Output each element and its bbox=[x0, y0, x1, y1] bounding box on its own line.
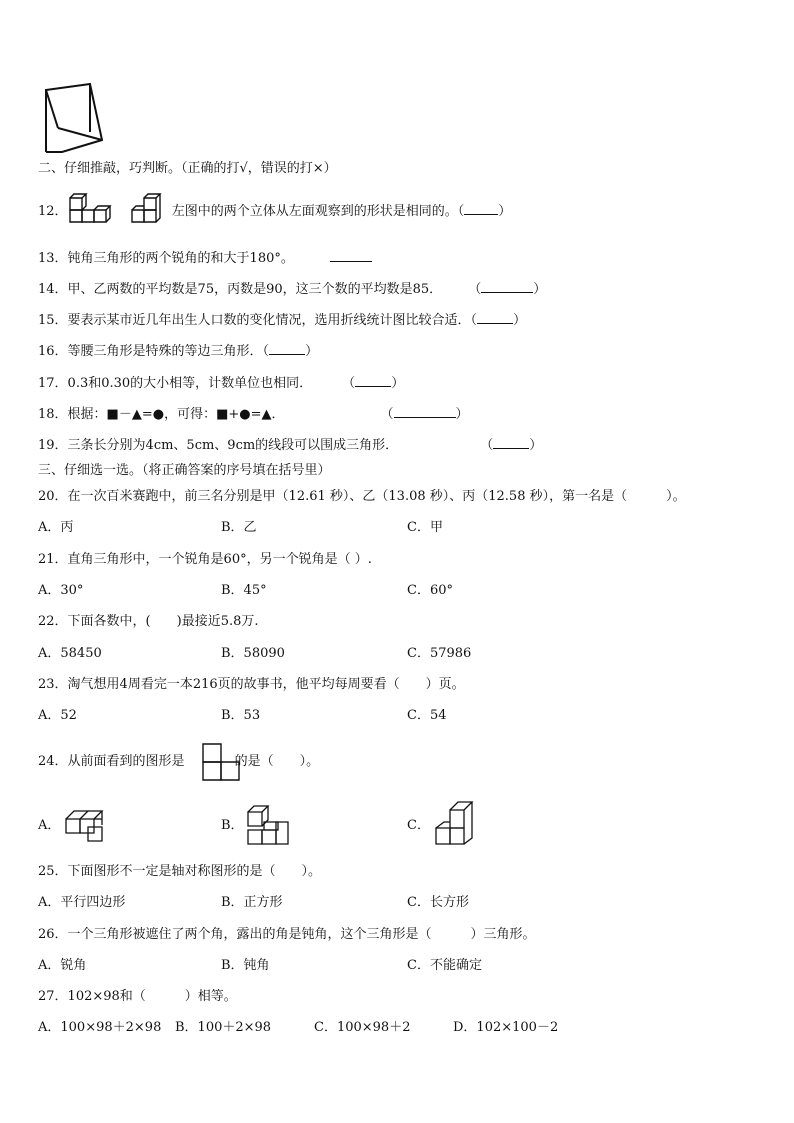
question-27 bbox=[38, 988, 237, 1006]
option-b[interactable]: B．乙 bbox=[221, 520, 257, 535]
question-number: 18． bbox=[38, 407, 68, 422]
question-13 bbox=[38, 250, 372, 268]
option-a[interactable]: A．丙 bbox=[38, 520, 74, 535]
question-number: 12． bbox=[38, 204, 68, 219]
question-21 bbox=[38, 551, 372, 569]
answer-blank[interactable] bbox=[481, 292, 533, 293]
question-text: 三条长分别为4cm、5cm、9cm的线段可以围成三角形． bbox=[67, 438, 399, 453]
answer-blank[interactable] bbox=[355, 386, 391, 387]
question-number: 15． bbox=[38, 313, 68, 328]
option-a-cubes-figure bbox=[64, 805, 108, 843]
question-16 bbox=[38, 343, 318, 361]
option-c[interactable]: C．54 bbox=[407, 708, 447, 723]
question-text-after: 的是（ ）。 bbox=[234, 754, 320, 769]
option-a[interactable]: A．52 bbox=[38, 708, 77, 723]
question-number: 25． bbox=[38, 864, 68, 879]
question-23 bbox=[38, 676, 465, 694]
front-view-figure bbox=[201, 742, 241, 782]
question-number: 23． bbox=[38, 677, 68, 692]
question-text: 一个三角形被遮住了两个角，露出的角是钝角，这个三角形是（ ）三角形。 bbox=[67, 927, 536, 942]
option-a[interactable]: A．锐角 bbox=[38, 958, 87, 973]
option-d[interactable]: D．102×100－2 bbox=[453, 1020, 559, 1035]
option-b[interactable]: B．53 bbox=[221, 708, 261, 723]
question-text: 从前面看到的图形是 bbox=[67, 754, 185, 769]
paren-open: （ bbox=[380, 407, 394, 422]
question-15 bbox=[38, 312, 526, 330]
question-text: 要表示某市近几年出生人口数的变化情况，选用折线统计图比较合适．（ bbox=[67, 313, 478, 328]
question-number: 14． bbox=[38, 282, 68, 297]
question-text: 0.3和0.30的大小相等，计数单位也相同． bbox=[67, 376, 313, 391]
question-22 bbox=[38, 613, 259, 631]
paren-close: ） bbox=[391, 376, 405, 391]
option-c[interactable]: C．长方形 bbox=[407, 895, 469, 910]
option-a[interactable]: A．58450 bbox=[38, 646, 102, 661]
paren-close: ） bbox=[305, 344, 319, 359]
paren-close: ） bbox=[498, 204, 512, 219]
question-text: 左图中的两个立体从左面观察到的形状是相同的。（ bbox=[171, 204, 465, 219]
option-b[interactable]: B． bbox=[221, 818, 244, 833]
question-text: 102×98和（ ）相等。 bbox=[67, 989, 237, 1004]
question-text: 下面各数中，( )最接近5.8万. bbox=[67, 614, 259, 629]
option-c-cubes-figure bbox=[434, 800, 480, 848]
question-text: 根据：■－▲=●，可得：■+●=▲． bbox=[67, 407, 285, 422]
question-number: 27． bbox=[38, 989, 68, 1004]
section-two-heading: 二、仔细推敲，巧判断。（正确的打√，错误的打×） bbox=[38, 161, 337, 176]
paren-open: （ bbox=[342, 376, 356, 391]
paren-close: ） bbox=[529, 438, 543, 453]
question-text: 直角三角形中，一个锐角是60°，另一个锐角是（ ）. bbox=[67, 552, 372, 567]
question-text: 甲、乙两数的平均数是75，丙数是90，这三个数的平均数是85． bbox=[67, 282, 443, 297]
question-text: 钝角三角形的两个锐角的和大于180°。 bbox=[67, 251, 294, 266]
question-number: 22． bbox=[38, 614, 68, 629]
option-b[interactable]: B．正方形 bbox=[221, 895, 283, 910]
question-number: 16． bbox=[38, 344, 68, 359]
option-b[interactable]: B．45° bbox=[221, 583, 267, 598]
question-19 bbox=[38, 437, 542, 455]
option-c[interactable]: C．100×98＋2 bbox=[314, 1020, 411, 1035]
question-14 bbox=[38, 281, 546, 299]
answer-blank[interactable] bbox=[464, 214, 498, 215]
option-b-cubes-figure bbox=[246, 802, 292, 848]
option-a[interactable]: A．30° bbox=[38, 583, 84, 598]
question-26 bbox=[38, 926, 536, 944]
question-number: 20． bbox=[38, 489, 68, 504]
question-25 bbox=[38, 863, 321, 881]
option-a[interactable]: A．100×98＋2×98 bbox=[38, 1020, 162, 1035]
option-b[interactable]: B．100＋2×98 bbox=[175, 1020, 272, 1035]
cube-figure-right bbox=[130, 192, 166, 226]
question-number: 17． bbox=[38, 376, 68, 391]
question-text: 淘气想用4周看完一本216页的故事书，他平均每周要看（ ）页。 bbox=[67, 677, 465, 692]
question-17 bbox=[38, 375, 404, 393]
option-c[interactable]: C． bbox=[407, 818, 430, 833]
question-text: 等腰三角形是特殊的等边三角形．（ bbox=[67, 344, 270, 359]
question-24 bbox=[38, 753, 319, 771]
question-number: 24． bbox=[38, 754, 68, 769]
question-text: 下面图形不一定是轴对称图形的是（ ）。 bbox=[67, 864, 322, 879]
paren-close: ） bbox=[533, 282, 547, 297]
top-figure bbox=[44, 82, 106, 154]
option-c[interactable]: C．60° bbox=[407, 583, 453, 598]
question-text: 在一次百米赛跑中，前三名分别是甲（12.61 秒）、乙（13.08 秒）、丙（12.58 秒），第一名是（ ）。 bbox=[67, 489, 686, 504]
option-a[interactable]: A．平行四边形 bbox=[38, 895, 126, 910]
question-18 bbox=[38, 406, 469, 424]
paren-close: ） bbox=[455, 407, 469, 422]
paren-open: （ bbox=[468, 282, 482, 297]
option-c[interactable]: C．不能确定 bbox=[407, 958, 482, 973]
paren-open: （ bbox=[480, 438, 494, 453]
answer-blank[interactable] bbox=[269, 354, 305, 355]
option-c[interactable]: C．甲 bbox=[407, 520, 443, 535]
option-b[interactable]: B．58090 bbox=[221, 646, 285, 661]
question-number: 19． bbox=[38, 438, 68, 453]
answer-blank[interactable] bbox=[330, 261, 372, 262]
question-number: 21． bbox=[38, 552, 68, 567]
option-c[interactable]: C．57986 bbox=[407, 646, 472, 661]
option-b[interactable]: B．钝角 bbox=[221, 958, 270, 973]
answer-blank[interactable] bbox=[493, 448, 529, 449]
cube-figure-left bbox=[68, 192, 110, 226]
question-number: 26． bbox=[38, 927, 68, 942]
section-three-heading: 三、仔细选一选。（将正确答案的序号填在括号里） bbox=[38, 463, 331, 478]
question-20 bbox=[38, 488, 686, 506]
answer-blank[interactable] bbox=[394, 417, 456, 418]
answer-blank[interactable] bbox=[477, 323, 513, 324]
option-a[interactable]: A． bbox=[38, 818, 61, 833]
paren-close: ） bbox=[513, 313, 527, 328]
question-number: 13． bbox=[38, 251, 68, 266]
